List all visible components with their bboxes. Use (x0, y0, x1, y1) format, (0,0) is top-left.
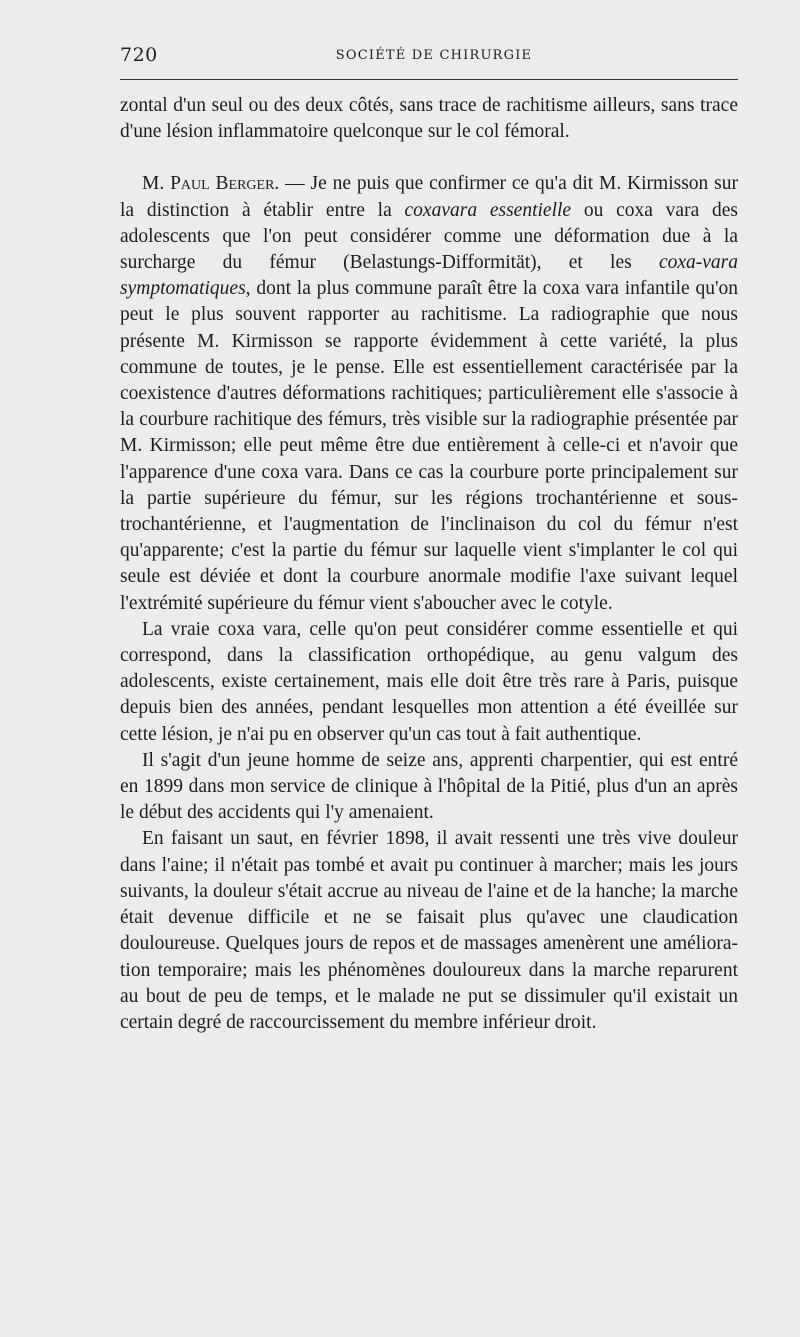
paragraph-case-history: En faisant un saut, en février 1898, il avait ressenti une très vive douleur dans l'aine; il n'était pas tombé et avait pu continuer à marcher; mais les jours suivants, la douleur s'était accrue au niveau de l'aine et de la hanche; la marche était devenue difficile et ne se faisait plus qu'avec une claudication douloureuse. Quelques jours de repos et de massages amenèrent une amélioration temporaire; mais les phénomènes douloureux dans la marche reparurent au bout de peu de temps, et le malade ne put se dissimuler qu'il existait un certain degré de raccourcissement du membre inférieur droit. (120, 828, 738, 1033)
speaker-prefix: M. (142, 173, 171, 195)
page-number: 720 (120, 44, 158, 66)
paragraph-vraie-coxa-vara: La vraie coxa vara, celle qu'on peut considérer comme essentielle et qui correspond, dans la classification orthopédique, au genu valgum des adolescents, existe certainement, mais elle doit être très rare à Paris, puisque depuis bien des années, pendant lesquelles mon attention a été éveillée sur cette lésion, je n'ai pu en observer qu'un cas tout à fait authentique. (120, 618, 738, 745)
running-title: SOCIÉTÉ DE CHIRURGIE (335, 48, 533, 63)
paragraph-berger (120, 171, 738, 616)
paragraph-continuation: zontal d'un seul ou des deux côtés, sans trace de rachitisme ailleurs, sans trace d'une lésion inflammatoire quelconque sur le col fémoral. (120, 95, 738, 143)
body-text (120, 93, 738, 1036)
paragraph-segment: , dont la plus commune paraît être la coxa vara infantile qu'on peut le plus souvent rapporter au rachitisme. La radiographie que nous présente M. Kirmisson se rapporte évidemment à cette variété, la plus commune de toutes, je le pense. Elle est essentiellement caractérisée par la coexistence d'autres déformations rachitiques; particulièrement elle s'associe à la courbure rachitique des fémurs, très visible sur la radiographie présentée par M. Kirmisson; elle peut même être due entièrement à celle-ci et n'avoir que l'apparence d'une coxa vara. Dans ce cas la courbure porte principalement sur la partie supérieure du fémur, sur les régions trochantérienne et sous-trochantérienne, et l'augmentation de l'inclinaison du col du fémur n'est qu'apparente; c'est la partie du fémur sur laquelle vient s'implanter le col qui seule est déviée et dont la courbure anormale modifie l'axe suivant lequel l'extrémité supérieure du fémur vient s'aboucher avec le cotyle. (120, 278, 738, 614)
speaker-name: Paul Berger. (170, 173, 280, 195)
header-rule (120, 79, 738, 80)
italic-term: coxa-vara symptomatiques (120, 252, 738, 300)
paragraph-segment: — Je ne puis que confirmer ce qu'a dit M. Kirmisson sur la distinction à établir entre la (120, 173, 738, 221)
paragraph-case-patient: Il s'agit d'un jeune homme de seize ans, apprenti charpentier, qui est entré en 1899 dans mon service de clinique à l'hôpital de la Pitié, plus d'un an après le début des accidents qui l'y amenaient. (120, 749, 738, 824)
page-header (120, 44, 738, 70)
paragraph-segment: ou coxa vara des adolescents que l'on peut considérer comme une déformation due à la surcharge du fémur (Belastungs-Difformität), et les (120, 199, 738, 274)
italic-term: coxavara essentielle (404, 199, 572, 221)
